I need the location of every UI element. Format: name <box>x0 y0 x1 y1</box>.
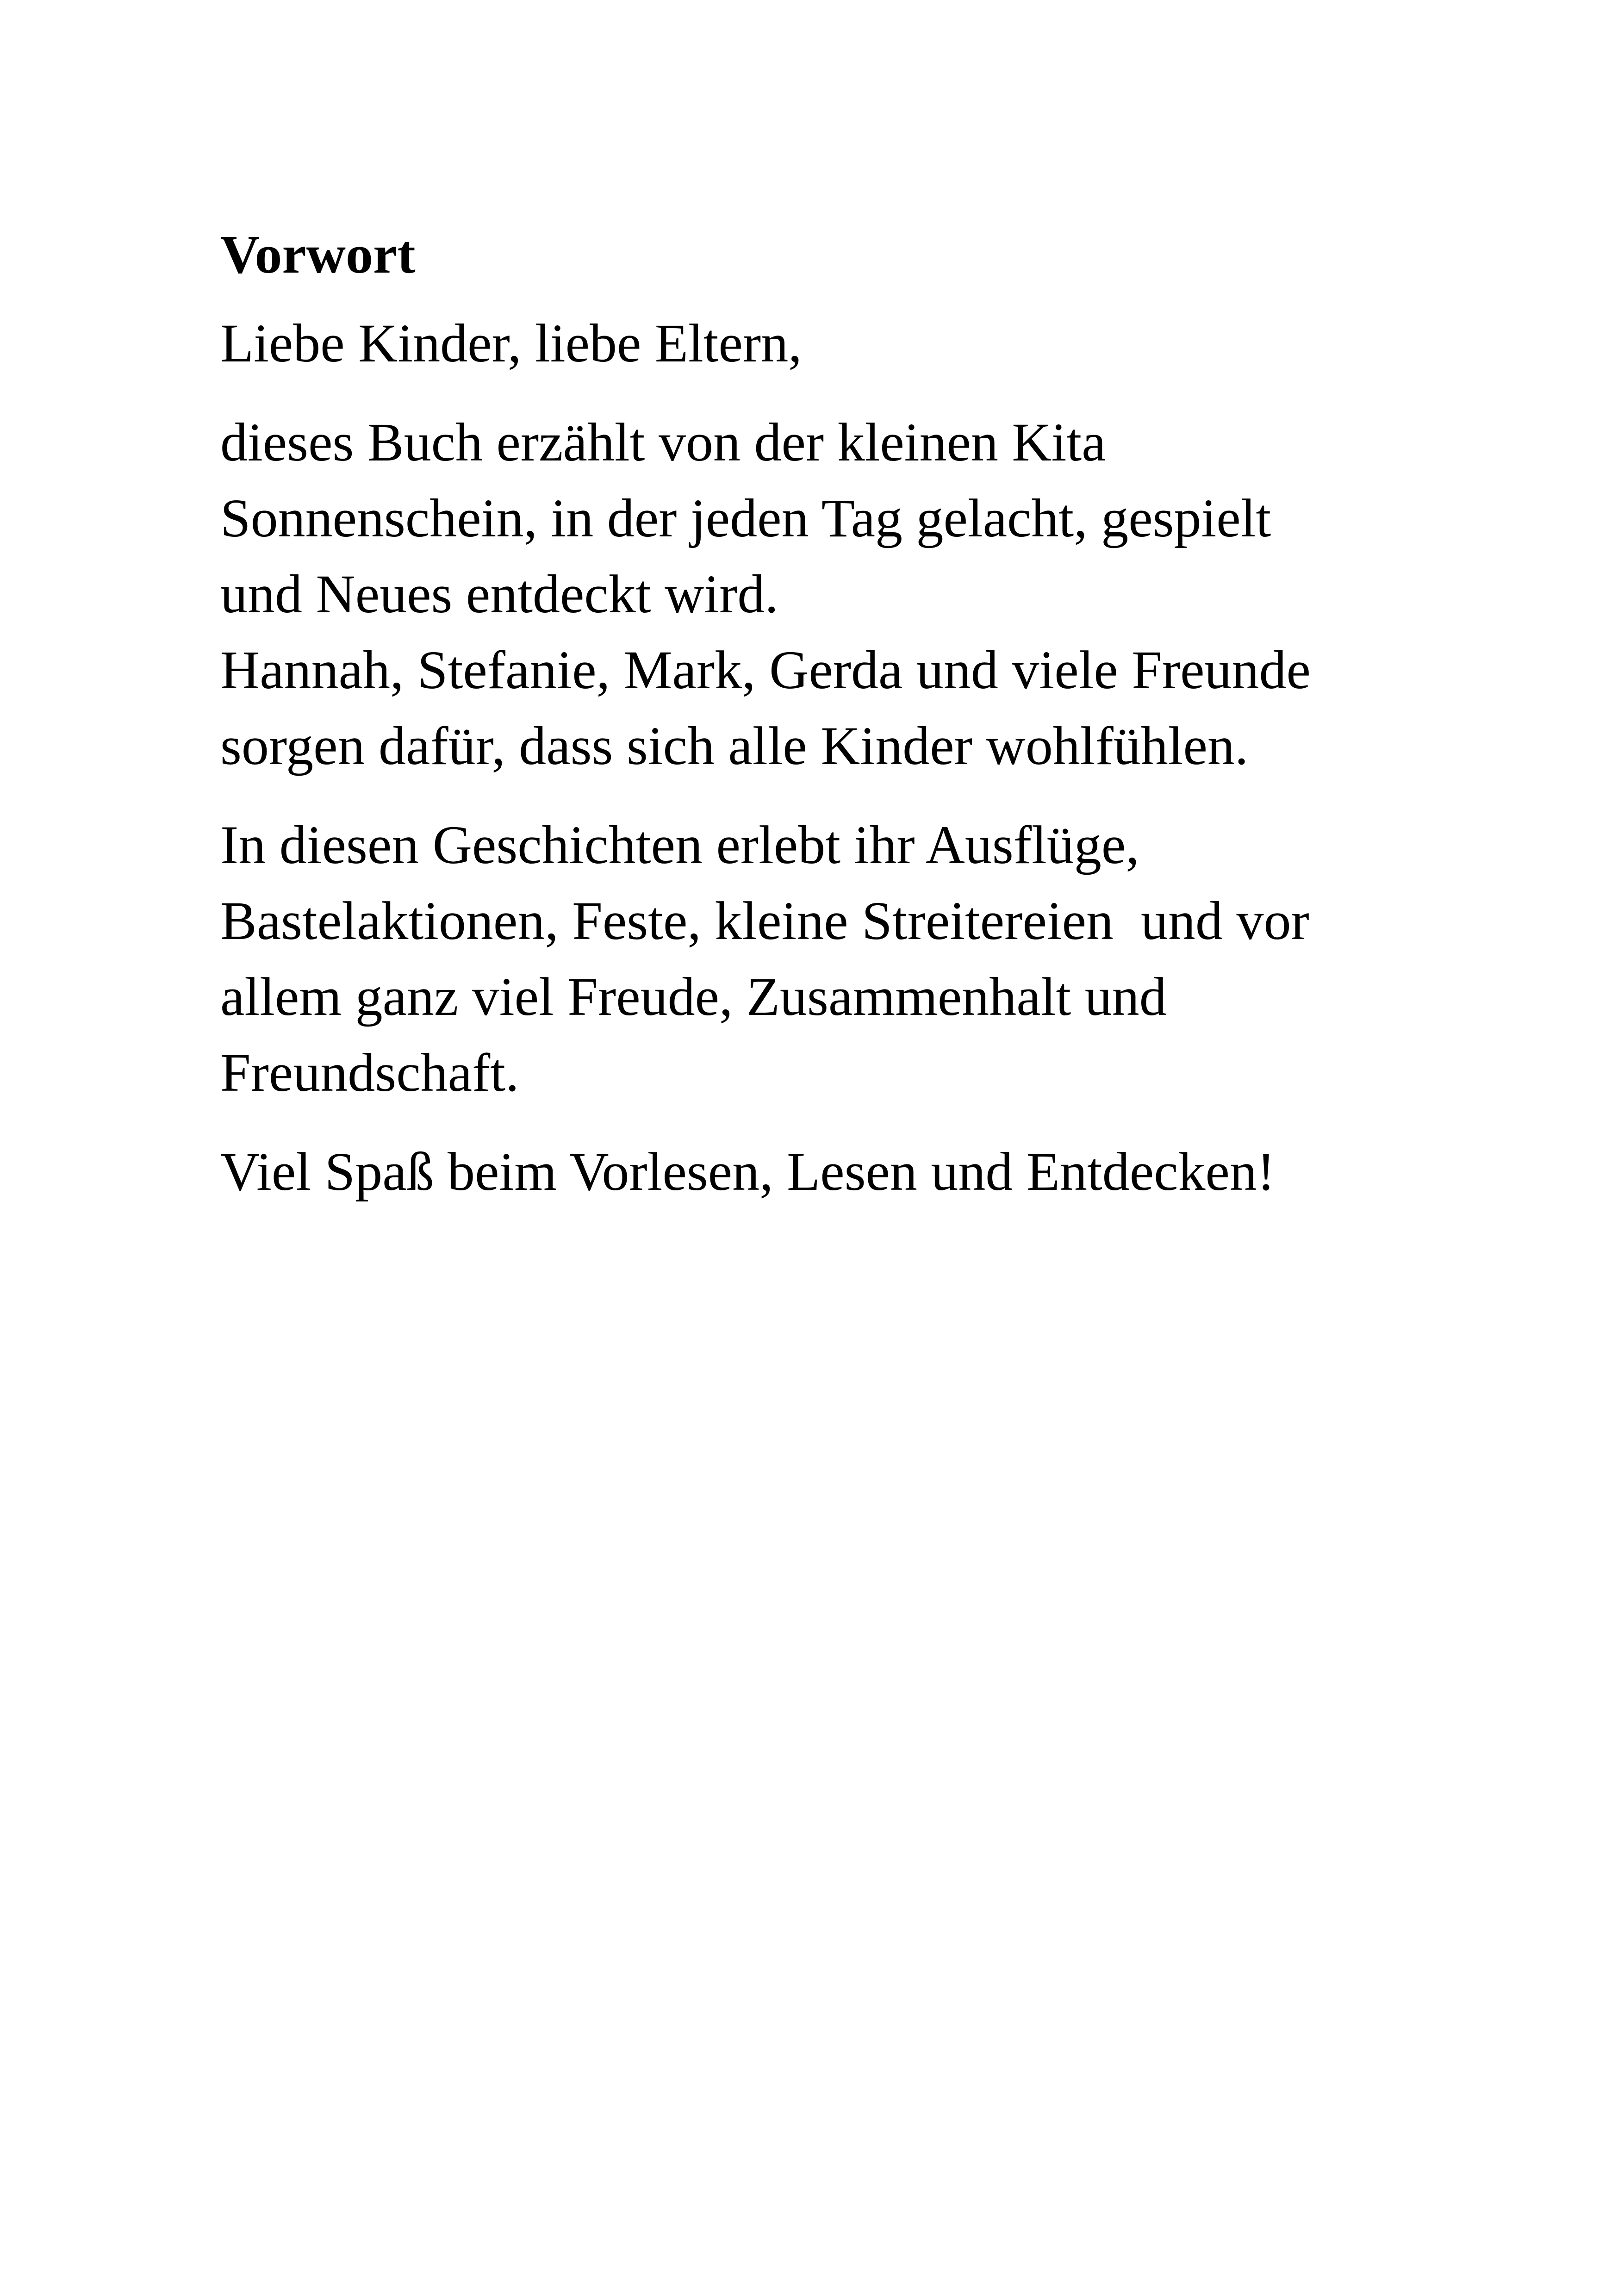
text-line: Freundschaft. <box>220 1042 519 1103</box>
greeting-line: Liebe Kinder, liebe Eltern, <box>220 313 802 373</box>
text-line: allem ganz viel Freude, Zusammenhalt und <box>220 966 1167 1027</box>
text-line: Bastelaktionen, Feste, kleine Streitereien und vor <box>220 890 1309 951</box>
page-title: Vorwort <box>220 224 416 285</box>
text-line: Hannah, Stefanie, Mark, Gerda und viele Freunde <box>220 640 1311 700</box>
text-line: sorgen dafür, dass sich alle Kinder wohlfühlen. <box>220 716 1249 776</box>
closing-line: Viel Spaß beim Vorlesen, Lesen und Entdecken! <box>220 1141 1276 1202</box>
paragraph-stories <box>220 807 1405 1111</box>
text-line: Sonnenschein, in der jeden Tag gelacht, gespielt <box>220 488 1271 548</box>
text-line: und Neues entdeckt wird. <box>220 564 778 624</box>
page-content <box>220 218 1405 1210</box>
text-line: In diesen Geschichten erlebt ihr Ausflüge, <box>220 815 1139 875</box>
paragraph-intro <box>220 404 1405 784</box>
text-line: dieses Buch erzählt von der kleinen Kita <box>220 412 1106 473</box>
